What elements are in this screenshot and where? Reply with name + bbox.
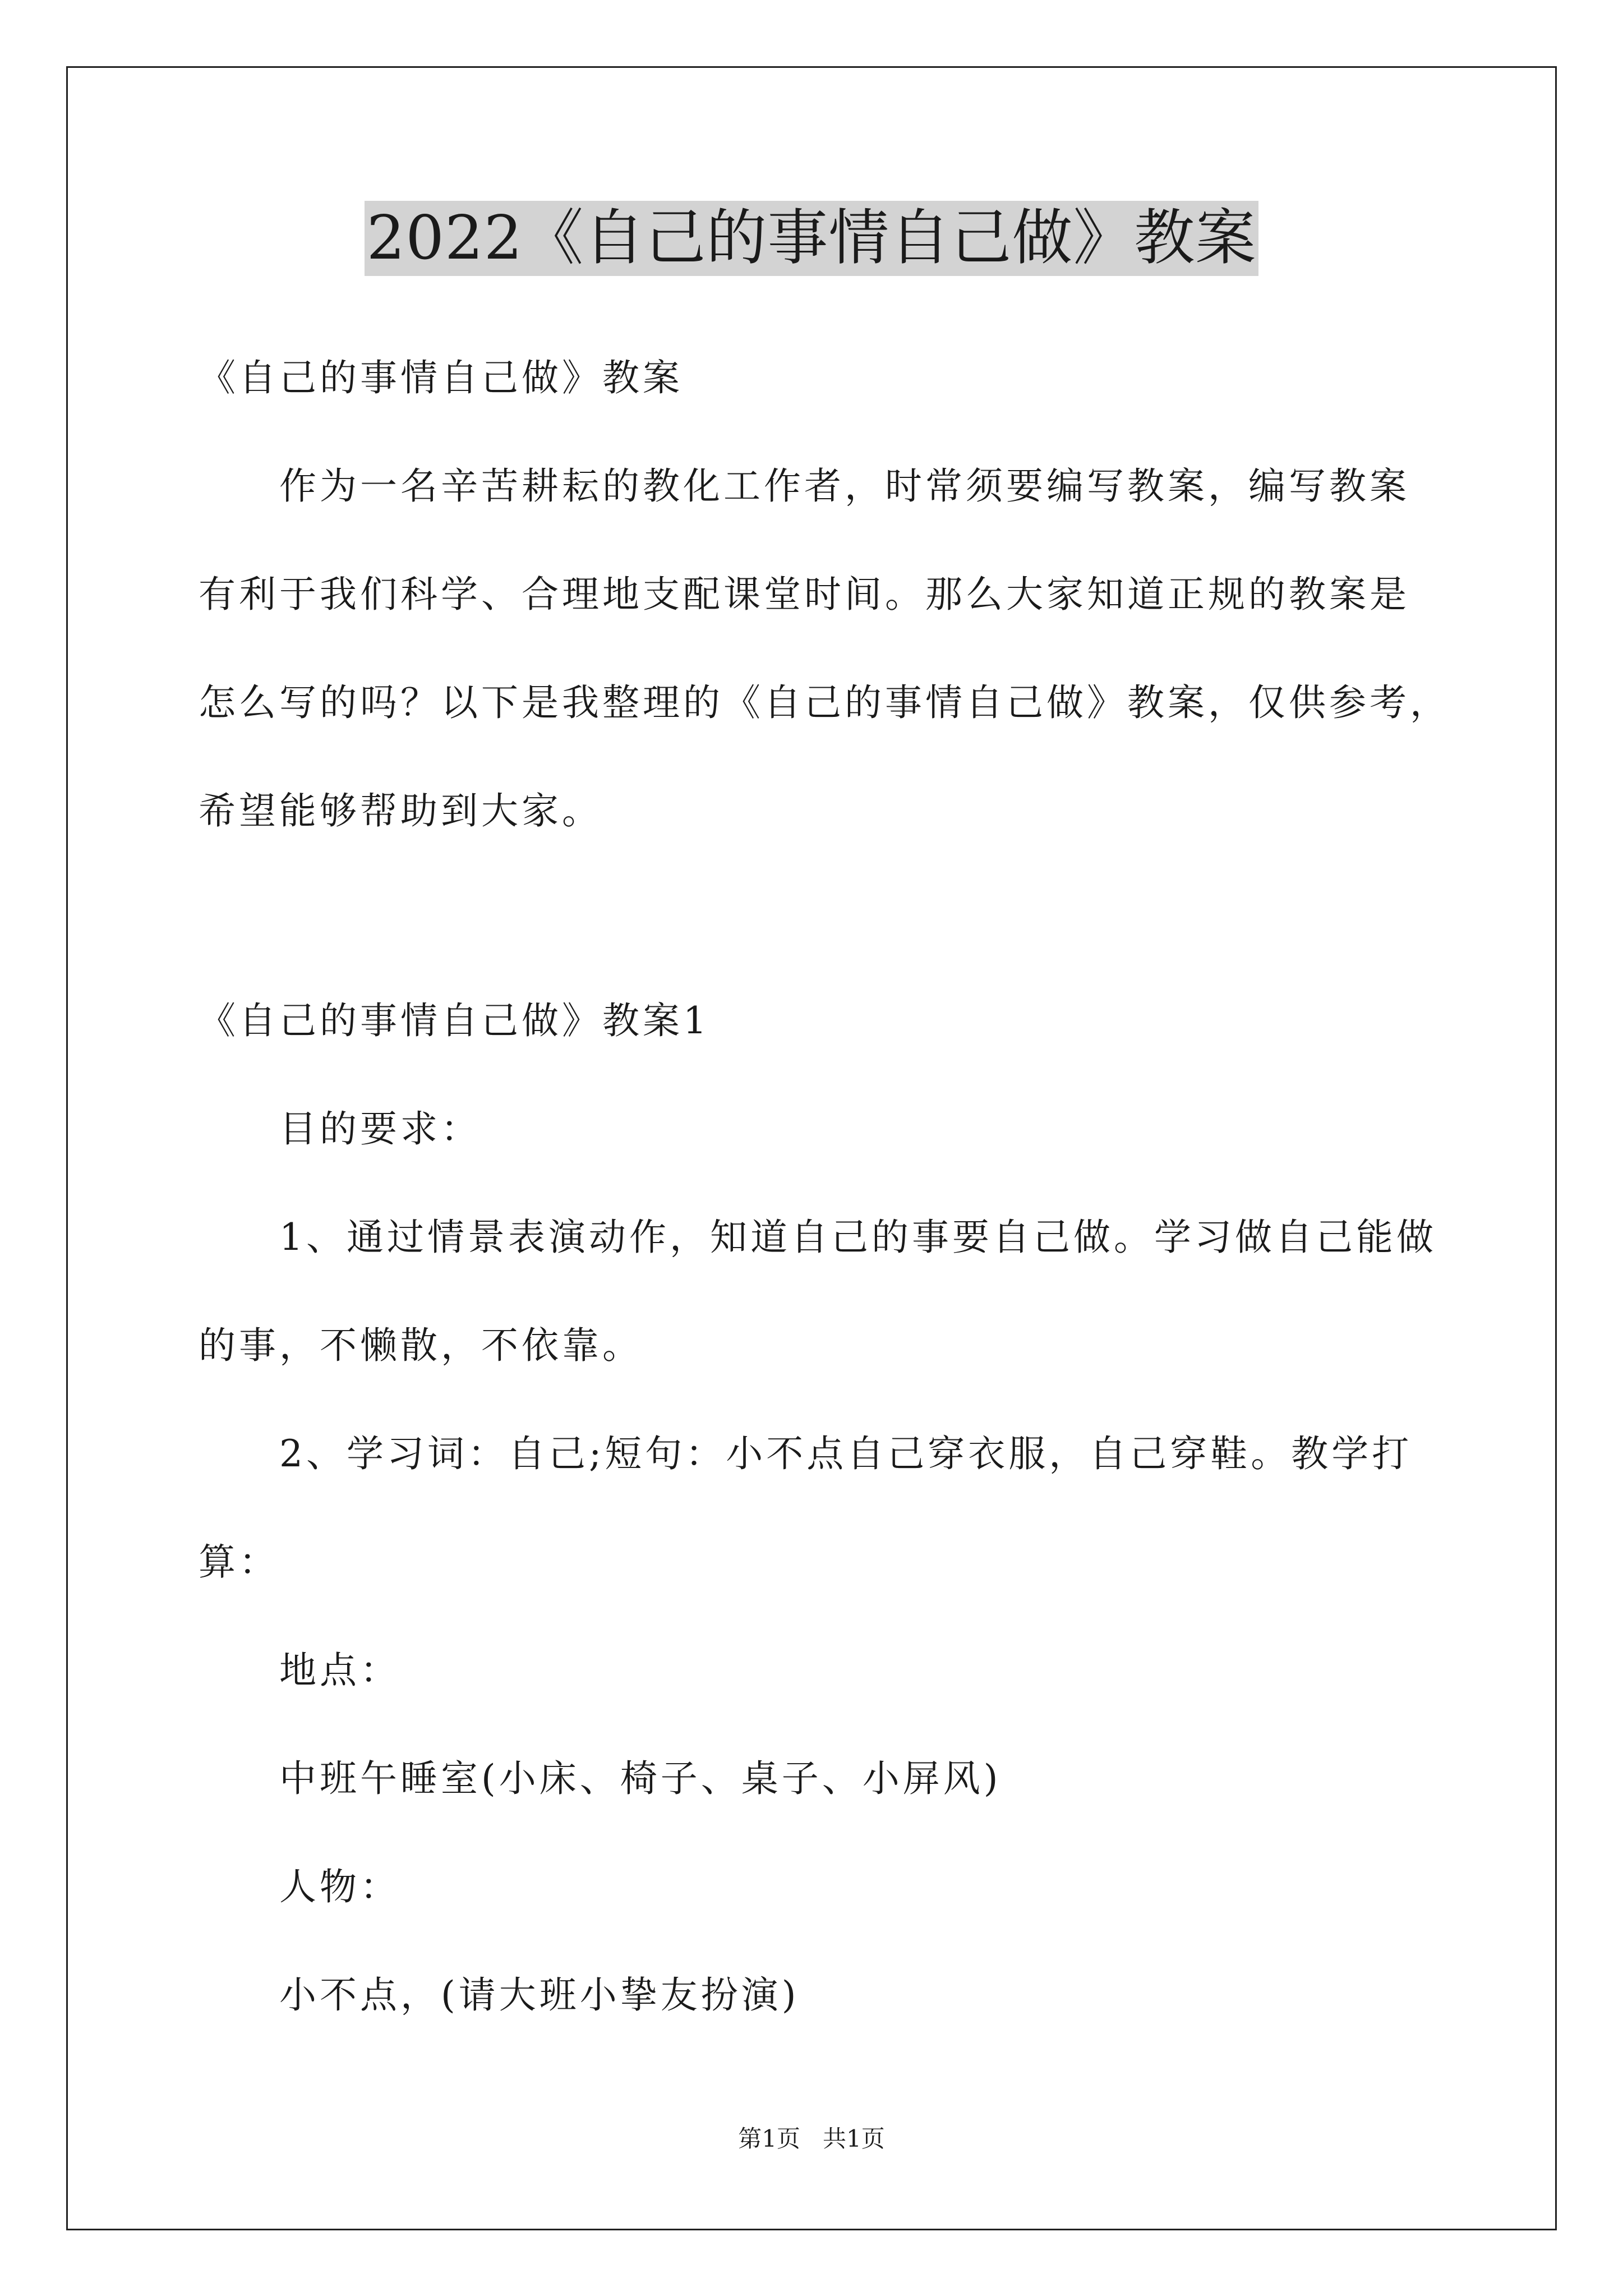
paragraph-line: 小不点，(请大班小挚友扮演) [279, 1973, 800, 2017]
paragraph-line: 1、通过情景表演动作，知道自己的事要自己做。学习做自己能做 [279, 1216, 1437, 1259]
section-heading: 《自己的事情自己做》教案1 [199, 999, 710, 1042]
paragraph-line: 怎么写的吗？以下是我整理的《自己的事情自己做》教案，仅供参考， [199, 681, 1450, 724]
paragraph-line: 希望能够帮助到大家。 [199, 789, 602, 832]
document-title: 2022《自己的事情自己做》教案 [365, 201, 1259, 276]
page-footer: 第1页 共1页 [738, 2125, 885, 2152]
paragraph-line: 作为一名辛苦耕耘的教化工作者，时常须要编写教案，编写教案 [279, 464, 1410, 508]
paragraph-line: 2、学习词：自己;短句：小不点自己穿衣服，自己穿鞋。教学打 [279, 1432, 1413, 1475]
paragraph-line: 人物： [279, 1865, 400, 1908]
paragraph-line: 有利于我们科学、合理地支配课堂时间。那么大家知道正规的教案是 [199, 573, 1410, 616]
paragraph-line: 中班午睡室(小床、椅子、桌子、小屏风) [279, 1757, 1002, 1800]
title-container [0, 201, 1623, 276]
paragraph-line: 算： [199, 1540, 279, 1584]
paragraph-line: 的事，不懒散，不依靠。 [199, 1324, 643, 1367]
paragraph-line: 地点： [279, 1649, 400, 1692]
paragraph-line: 目的要求： [279, 1107, 481, 1151]
subtitle-line: 《自己的事情自己做》教案 [199, 356, 683, 399]
